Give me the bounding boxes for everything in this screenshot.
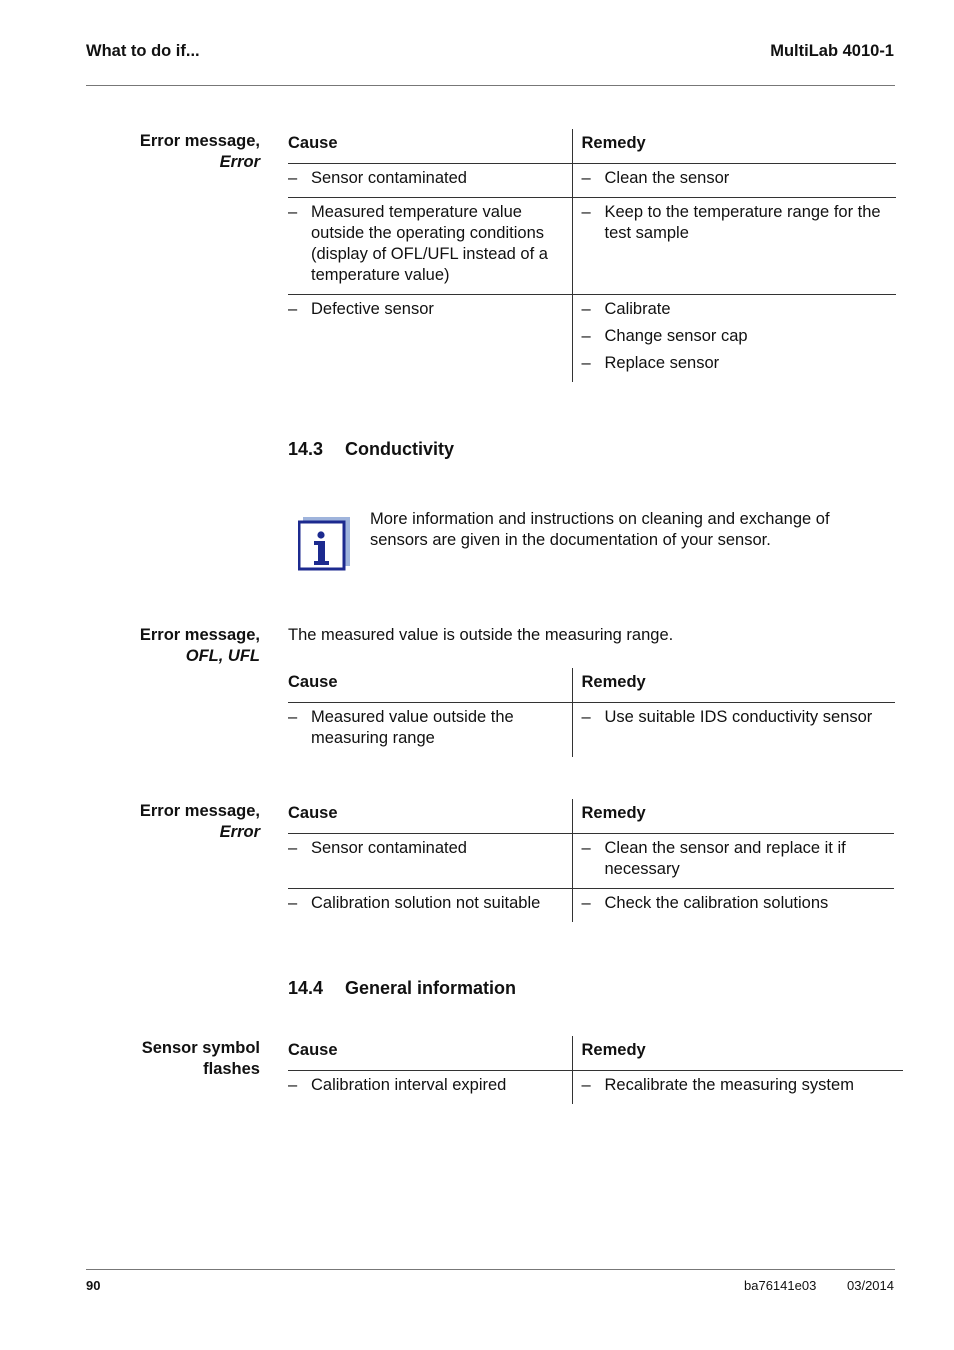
section-number: 14.3 (288, 439, 324, 459)
dash-bullet: – (581, 707, 591, 726)
dash-bullet: – (581, 326, 591, 345)
info-note: More information and instructions on cleaning and exchange of sensors are given in the documentation of your sensor. (370, 510, 830, 549)
list-item-text: Measured temperature value outside the operating conditions (display of OFL/UFL instead of a temperature value) (311, 202, 548, 284)
table-row (288, 197, 896, 294)
section-title: General information (345, 978, 517, 998)
list-item (582, 326, 897, 347)
list-item-text: Use suitable IDS conductivity sensor (604, 707, 873, 726)
list-item-text: Replace sensor (604, 353, 720, 372)
cause-header: Cause (288, 1036, 572, 1070)
list-item-text: Clean the sensor and replace it if necessary (604, 838, 846, 878)
section-number: 14.4 (288, 978, 324, 998)
table-error-2 (288, 799, 894, 922)
cause-cell (288, 702, 572, 757)
header-rule (86, 85, 895, 86)
dash-bullet: – (288, 838, 298, 857)
header-title: What to do if... (86, 42, 200, 60)
dash-bullet: – (288, 168, 298, 187)
list-item (288, 299, 562, 320)
remedy-cell (572, 1070, 903, 1104)
remedy-cell (572, 163, 896, 197)
remedy-cell (572, 833, 894, 888)
table-sensor-symbol (288, 1036, 903, 1104)
cause-cell (288, 197, 572, 294)
list-item (288, 1075, 562, 1096)
list-item-text: Check the calibration solutions (604, 893, 829, 912)
page-number: 90 (86, 1278, 101, 1293)
table-header-row (288, 1036, 903, 1070)
list-item-text: Sensor contaminated (311, 168, 467, 187)
table-row (288, 1070, 903, 1104)
remedy-cell (572, 294, 896, 382)
side-label-line2: OFL, UFL (185, 647, 260, 665)
list-item (288, 838, 562, 859)
list-item-text: Calibration solution not suitable (311, 893, 541, 912)
dash-bullet: – (581, 1075, 591, 1094)
dash-bullet: – (581, 202, 591, 221)
side-label-line1: Error message, (139, 802, 260, 820)
list-item (288, 893, 562, 914)
list-item (582, 202, 897, 244)
side-label-line1: Error message, (139, 132, 260, 150)
table-ofl-ufl (288, 668, 895, 757)
remedy-cell (572, 702, 895, 757)
remedy-header: Remedy (572, 799, 894, 833)
remedy-header: Remedy (572, 1036, 903, 1070)
side-label-line2: Error (219, 153, 260, 171)
table-header-row (288, 668, 895, 702)
side-label-line1: Sensor symbol (141, 1039, 260, 1057)
list-item (288, 707, 562, 749)
header-product: MultiLab 4010-1 (770, 42, 894, 60)
side-label-line2: flashes (203, 1060, 260, 1078)
list-item-text: Change sensor cap (604, 326, 748, 345)
table-error-1 (288, 129, 896, 382)
cause-header: Cause (288, 799, 572, 833)
cause-cell (288, 833, 572, 888)
list-item (582, 838, 895, 880)
side-label-error-2 (85, 801, 260, 843)
list-item (582, 353, 897, 374)
cause-cell (288, 1070, 572, 1104)
table-row (288, 833, 894, 888)
list-item-text: Sensor contaminated (311, 838, 467, 857)
table-header-row (288, 129, 896, 163)
list-item-text: Measured value outside the measuring range (311, 707, 514, 747)
remedy-cell (572, 888, 894, 922)
info-icon (298, 517, 350, 571)
dash-bullet: – (581, 893, 591, 912)
side-label-line1: Error message, (139, 626, 260, 644)
cause-cell (288, 888, 572, 922)
list-item-text: Recalibrate the measuring system (604, 1075, 854, 1094)
table-row (288, 888, 894, 922)
intro-text: The measured value is outside the measuring range. (288, 626, 674, 644)
remedy-cell (572, 197, 896, 294)
dash-bullet: – (581, 168, 591, 187)
side-label-line2: Error (219, 823, 260, 841)
list-item-text: Calibration interval expired (311, 1075, 507, 1094)
dash-bullet: – (581, 353, 591, 372)
list-item (288, 168, 562, 189)
dash-bullet: – (288, 1075, 298, 1094)
list-item (582, 707, 896, 728)
dash-bullet: – (581, 299, 591, 318)
dash-bullet: – (288, 707, 298, 726)
cause-header: Cause (288, 129, 572, 163)
dash-bullet: – (288, 299, 298, 318)
list-item-text: Calibrate (604, 299, 671, 318)
cause-header: Cause (288, 668, 572, 702)
section-title: Conductivity (345, 439, 455, 459)
side-label-error-1 (85, 131, 260, 173)
list-item (582, 893, 895, 914)
table-row (288, 294, 896, 382)
cause-cell (288, 294, 572, 382)
side-label-sensor-symbol (85, 1038, 260, 1080)
cause-cell (288, 163, 572, 197)
remedy-header: Remedy (572, 129, 896, 163)
list-item-text: Defective sensor (311, 299, 434, 318)
document-id: ba76141e03 (744, 1278, 817, 1293)
section-heading-general-information (288, 978, 516, 999)
footer-rule (86, 1269, 895, 1270)
table-row (288, 702, 895, 757)
remedy-header: Remedy (572, 668, 895, 702)
list-item (582, 299, 897, 320)
dash-bullet: – (288, 202, 298, 221)
side-label-ofl-ufl (85, 625, 260, 667)
dash-bullet: – (581, 838, 591, 857)
list-item (582, 168, 897, 189)
table-header-row (288, 799, 894, 833)
list-item (288, 202, 562, 286)
list-item (582, 1075, 904, 1096)
dash-bullet: – (288, 893, 298, 912)
list-item-text: Clean the sensor (604, 168, 730, 187)
list-item-text: Keep to the temperature range for the test sample (604, 202, 881, 242)
document-date: 03/2014 (847, 1278, 894, 1293)
table-row (288, 163, 896, 197)
section-heading-conductivity (288, 439, 454, 460)
